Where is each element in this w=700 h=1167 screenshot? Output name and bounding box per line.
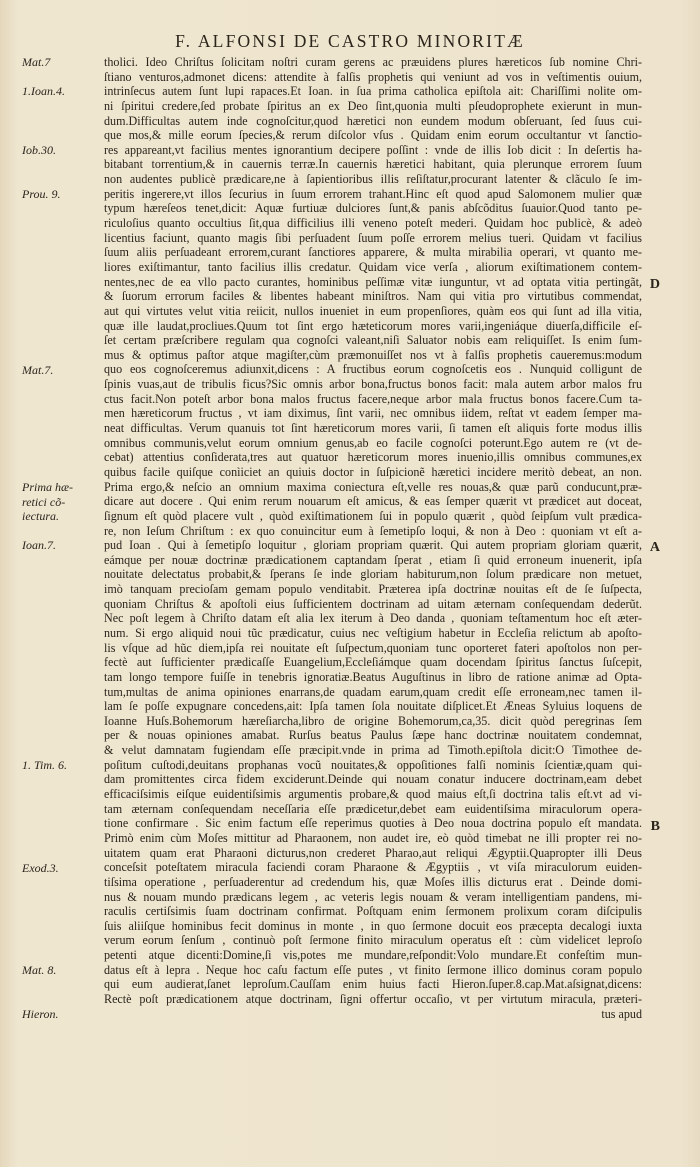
text-line: Nec poſt legem à Chriſto datam eſt alia lex iterum à Deo danda , quoniam teſtamentum hoc eſt æter-	[104, 611, 642, 626]
text-line: ſtiano venturos,admonet dicens: attendite à falſis prophetis qui veniunt ad vos in veſtimentis ouium,	[104, 69, 642, 84]
text-line: poſitum cuſtodi,deuitans prophanas vocũ nouitates,& oppoſitiones falſi nominis ſcientiæ,quam qui-	[104, 757, 642, 772]
text-line: raculis certiſsimis ſuam doctrinam confirmat. Poſtquam enim ſermonem prolixum coram diſcipulis	[104, 904, 642, 919]
text-line: quo eos cognoſceremus adiunxit,dicens : A fructibus eorum cognoſcetis eos . Nunquid colligunt de	[104, 362, 642, 377]
text-line: typum hæreſeos tenet,dicit: Aquæ furtiuæ dulciores ſunt,& panis abſcõditus ſuauior.Quod tanto pe-	[104, 201, 642, 216]
text-line: liores exiſtimantur, tanto facilius illis credatur. Quidam vice verſa , aliorum exiſtimationem contem-	[104, 259, 642, 274]
text-line: quæ ille laudat,procliues.Quum tot ſint ergo hæteticorum mores varii,ingeniáque diuerſa,difficile eſ-	[104, 318, 642, 333]
section-letter: B	[650, 818, 660, 834]
margin-note: iectura.	[22, 509, 59, 524]
text-line: Ioanne Huſs.Bohemorum hæreſiarcha,libro de origine Bohemorum,ca,35. dicit quòd peregrinas ſem	[104, 713, 642, 728]
text-line: neat difficultas. Verum quanuis tot ſint hæreticorum mores varii, ſi tamen eſt aliquis forte modus illis	[104, 421, 642, 436]
text-line: non audentes publicè prædicare,ne à ſapientioribus illis reſiſtatur,procurant latenter & clãculo ſe im-	[104, 172, 642, 187]
margin-note: retici cõ-	[22, 494, 66, 509]
text-line: mus & optimus paſtor atque magiſter,cùm præmonuiſſet nos vt à falſis prophetis caueremus:modum	[104, 347, 642, 362]
running-header	[0, 31, 700, 52]
text-line: re, non Ieſum Chriſtum : ex quo conuincitur eum à ſemetipſo loqui, & non à Deo : quoniam vt eſt a-	[104, 523, 642, 538]
margin-note: Mat.7	[22, 55, 51, 69]
text-line: intrinſecus autem ſunt lupi rapaces.Et Ioan. in ſua prima catholica epiſtola ait: Chariſſimi nolite om-	[104, 84, 642, 99]
text-line: cebat) attentius conſiderata,tres aut quatuor hæreticorum mores inuenio,illis omnibus communes,ex	[104, 450, 642, 465]
margin-note: Mat. 8.	[22, 963, 57, 978]
text-line: dam promittentes circa fidem exciderunt.Deinde qui nouam conatur inducere doctrinam,eam debet	[104, 772, 642, 787]
text-line: ſet certam præſcribere regulam qua cognoſci valeant,niſi Saluator nobis eam reliquiſſet. Is enim ſum-	[104, 333, 642, 348]
running-title: F. ALFONSI DE CASTRO MINORITÆ	[175, 31, 525, 51]
text-line: verum eorum ſenſum , continuò poſt ſermone finito miraculum operatus eſt : cùm videlicet leproſo	[104, 933, 642, 948]
margin-note: Iob.30.	[22, 142, 56, 157]
margin-note: 1.Ioan.4.	[22, 84, 65, 99]
margin-note: Prima hæ-	[22, 479, 73, 494]
text-line: Primò enim cùm Moſes mittitur ad Pharaonem, non audet ire, eò quòd timebat ne illi propter rei no-	[104, 830, 642, 845]
text-line: quibus facile quiſque conìiciet an quiuis doctor in ſuſpicionẽ hæretici incidere meritò debeat, an non.	[104, 464, 642, 479]
text-line: petenti atque dicenti:Domine,ſi vis,potes me mundare,reſpondit:Volo mundare.Et confeſtim mun-	[104, 948, 642, 963]
margin-note: Exod.3.	[22, 860, 59, 875]
margin-note: Hieron.	[22, 1007, 59, 1022]
text-line: bitabant torrentium,& in cauernis terræ.In cauernis hæretici habitant, quia plerunque errorem ſuum	[104, 157, 642, 172]
text-line: & ſuorum errorum faciles & libentes habeant miniſtros. Nam qui vitia pro virtutibus commendat,	[104, 289, 642, 304]
text-line: omnibus communis,velut eorum omnium genus,ab eo facile cognoſci poterunt.Ego autem re (vt de-	[104, 435, 642, 450]
margin-note: Mat.7.	[22, 362, 54, 377]
text-line: efficaciſsimis eiſque euidentiſsimis argumentis probare,& quod maius eſt,ſi doctrina talis eſt.vt ad vi-	[104, 787, 642, 802]
text-line: nouitate delectatus probabit,& ſperans ſe inde gloriam habiturum,non ſolum prædicare non metuet,	[104, 567, 642, 582]
text-line: fectè aut ſufficienter prædicaſſe Euangelium,Eccleſiámque quam docendam ſpiritus ſanctus ſuſcepit,	[104, 655, 642, 670]
text-line: uitatem quam erat Pharaoni dicturus,non crederet Pharao,aut reliqui Ægyptii.Quapropter illi Deus	[104, 845, 642, 860]
text-line: tam longo tempore fuiſſe in tenebris ignoratiæ.Beatus Auguſtinus in libro de ratione animæ ad Opta-	[104, 669, 642, 684]
margin-note: Prou. 9.	[22, 186, 61, 201]
text-line: pud Ioan . Qui à ſemetipſo loquitur , gloriam propriam quærit. Qui autem propriam gloriam quærit,	[104, 538, 642, 553]
margin-note: Ioan.7.	[22, 538, 56, 553]
text-line: conceſsit poteſtatem miracula faciendi coram Pharaone & Ægyptiis , vt viſa miraculorum euiden-	[104, 860, 642, 875]
text-line: tus apud	[601, 1006, 642, 1021]
text-line: tione confirmare . Sic enim factum eſſe reperimus quoties à Deo noua doctrina populo eſt mandata.	[104, 816, 642, 831]
text-line: ſuis aliiſque hominibus fecit dominus in monte , in quo ſermone docuit eos præcepta decalogi iuxta	[104, 918, 642, 933]
text-line: tholici. Ideo Chriſtus ſolicitam noſtri curam gerens ac præuidens plures hæreticos ſub nomine Chri-	[104, 55, 642, 69]
text-line: dum.Difficultas autem inde cognoſcitur,quod hæretici non eundem modum obſeruant, ſed ſuus cui-	[104, 113, 642, 128]
text-line: licentius faciunt, quanto magis ſibi perſuadent ſuum poſſe errorem melius tueri. Quidam vt facilius	[104, 230, 642, 245]
text-line: imò tanquam precioſam gemam populo venditabit. Præterea ipſa doctrinæ nouitas eſt de ſe ſuſpecta,	[104, 582, 642, 597]
text-line: ſignum eſt quòd placere vult , quòd exiſtimationem ſui in populo quærit , quòd ſeipſum vult prædica-	[104, 508, 642, 523]
text-line: qui eum audierat,ſanet leproſum.Cauſſam enim huius facti Hieron.ſuper.8.cap.Mat.aſsignat,dicens:	[104, 977, 642, 992]
text-line: res appareant,vt facilius mentes ignorantium decipere poſſint : vnde de illis Iob dicit : In deſertis ha-	[104, 142, 642, 157]
text-line: ſpinis vuas,aut de tribulis ficus?Sic omnis arbor bona,fructus bonos facit: mala autem arbor malos fru	[104, 377, 642, 392]
text-line: riculoſius quanto occultius ſit,qua difficilius illi veneno poteſt mederi. Quidam hoc publicè, & adeò	[104, 216, 642, 231]
text-line: lis vſque ad hũc diem,ipſa rei nouitate eſt ſuſpectum,quoniam tunc oporteret fateri apoſtolos non per-	[104, 640, 642, 655]
text-line: ni ſpiritui credere,ſed probate ſpiritus an ex Deo ſint,quonia multi pſeudoprophete exierunt in mun-	[104, 98, 642, 113]
text-line: quoniam Chriſtus & apoſtoli eius ſufficientem doctrinam ad uitam æternam conſequendam dederũt.	[104, 596, 642, 611]
text-line: eámque per nouæ doctrinæ prædicationem captandam ſperat , etiam ſi quid erroneum inuenerit, ipſa	[104, 552, 642, 567]
text-line: nus & nouam mundo prædicans legem , ac veteris legis nouam & veram intelligentiam pandens, mi-	[104, 889, 642, 904]
text-line: tum,multas de anima opiniones enarrans,de quadam earum,quam credit eſſe erroneam,nec tamen il-	[104, 684, 642, 699]
text-line: ctus facit.Non poteſt arbor bona malos fructus facere,neque arbor mala fructus bonos facere.Cum ta-	[104, 391, 642, 406]
text-line: aut qui virtutes velut vitia reiicit, nullos inueniet in eum propenſiores, quàm eos qui ſunt ad illa vitia,	[104, 303, 642, 318]
text-line: num. Si ergo aliquid noui tũc prædicatur, cuius nec veſtigium habetur in Eccleſia relictum ab apoſto-	[104, 625, 642, 640]
text-line: & velut damnatam fugiendam eſſe præcipit.vnde in prima ad Timoth.epiſtola dicit:O Timothee de-	[104, 743, 642, 758]
text-line: dicare aut docere . Qui enim rerum nouarum eſt amicus, & eas ſemper quærit vt prædicet aut doceat,	[104, 494, 642, 509]
text-line: Prima ergo,& neſcio an omnium maxima coniectura eſt,velle res nouas,& quæ parũ conducunt,præ-	[104, 479, 642, 494]
text-line: Rectè poſt prædicationem atque doctrinam, ſigni offertur occaſio, vt per virtutum miracula, præteri-	[104, 992, 642, 1006]
text-line: ſuum aliis perſuadeant errorem,curant ſanctiores apparere, & multa mirabilia operari, vt quanto me-	[104, 245, 642, 260]
text-line: per & nouas opiniones amabat. Rurſus beatus Paulus ſæpe hanc doctrinæ nouitatem condemnat,	[104, 728, 642, 743]
margin-note: 1. Tim. 6.	[22, 758, 68, 773]
text-line: que mos,& mille eorum ſpecies,& rerum diſcolor vſus . Quidam enim eorum occultantur vt ſanctio-	[104, 128, 642, 143]
main-text-block	[104, 55, 642, 1021]
text-line: datus eſt à lepra . Neque hoc caſu factum eſſe putes , vt finito ſermone illico dominus coram populo	[104, 962, 642, 977]
text-line: nentes,nec de ea vllo pacto curantes, hominibus peſſimæ vitæ iunguntur, vt ad optata vitia pertingãt,	[104, 274, 642, 289]
section-letter: A	[649, 540, 660, 556]
text-line: tiſsima operatione , perſuaderentur ad credendum his, quæ Moſes illis dicturus erat . Deinde domi-	[104, 874, 642, 889]
text-line: men hæreticorum fructus , vt iam diximus, ſint varii, nec omnibus iidem, reſtat vt eadem ſemper ma-	[104, 406, 642, 421]
text-line: tam æternam conſequendam neceſſaria eſſe prædicetur,debet eam euidentiſsima miraculorum opera-	[104, 801, 642, 816]
text-line: peritis ingerere,vt illos ſecurius in ſuum errorem trahant.Hinc eſt quod apud Salomonem mulier quæ	[104, 186, 642, 201]
section-letter: D	[649, 276, 660, 292]
text-line: lam ſe poſſe expugnare concedens,ait: Ipſa tamen ſola nouitate diſplicet.Et Æneas Syluius loquens de	[104, 699, 642, 714]
